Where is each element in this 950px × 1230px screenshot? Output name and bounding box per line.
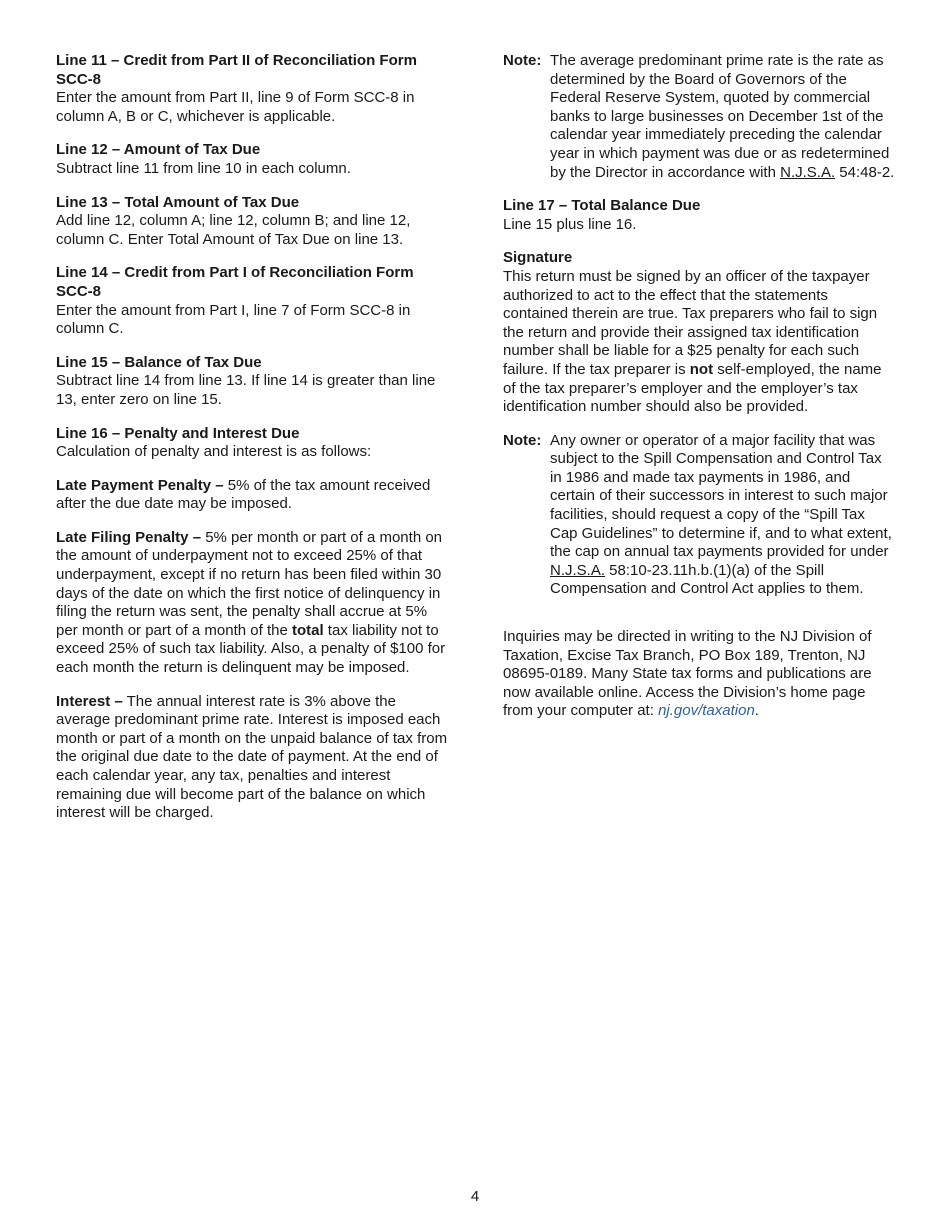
line-12-section	[56, 141, 448, 178]
signature-emphasis: not	[689, 360, 714, 378]
line-14-text: Enter the amount from Part I, line 7 of Form SCC-8 in column C.	[56, 301, 411, 338]
right-column	[503, 52, 895, 736]
late-payment-penalty-text: 5% of the tax amount received after the due date may be imposed.	[56, 476, 431, 513]
line-17-section	[503, 197, 895, 234]
line-17-heading: Line 17 – Total Balance Due	[503, 197, 701, 215]
interest-label: Interest –	[56, 692, 123, 710]
line-14-section	[56, 264, 448, 338]
signature-text: This return must be signed by an officer of the taxpayer authorized to act to the effect that the statements contained therein are true. Tax preparers who fail to sign the return and provide their assigned tax identification number shall be liable for a $25 penalty for each such failure. If the tax preparer is not self-employed, the name of the tax preparer’s employer and the employer’s tax identification number should also be provided.	[503, 267, 882, 416]
line-13-section	[56, 194, 448, 250]
left-column	[56, 52, 448, 838]
line-13-heading: Line 13 – Total Amount of Tax Due	[56, 193, 300, 211]
statute-reference: N.J.S.A.	[550, 561, 606, 579]
line-16-section	[56, 425, 448, 462]
late-filing-penalty-paragraph	[56, 529, 448, 678]
inquiries-section	[503, 628, 895, 721]
inquiries-text: Inquiries may be directed in writing to the NJ Division of Taxation, Excise Tax Branch, PO Box 189, Trenton, NJ 08695-0189. Many State tax forms and publications are now available online. Access the Division’s home page from your computer at: nj.gov/taxation.	[503, 628, 872, 720]
line-16-text: Calculation of penalty and interest is as follows:	[56, 443, 372, 461]
late-filing-penalty-emphasis: total	[291, 621, 324, 639]
late-payment-penalty-label: Late Payment Penalty –	[56, 476, 224, 494]
prime-rate-note	[503, 52, 895, 182]
line-17-text: Line 15 plus line 16.	[503, 215, 637, 233]
late-payment-penalty-paragraph	[56, 477, 448, 514]
note-label: Note:	[503, 52, 542, 69]
spill-tax-note-text: Any owner or operator of a major facility that was subject to the Spill Compensation and Control Tax in 1986 and made tax payments in 1986, and certain of their successors in interest to such major facilities, should request a copy of the “Spill Tax Cap Guidelines” to determine if, and to what extent, the cap on annual tax payments provided for under N.J.S.A. 58:10-23.11h.b.(1)(a) of the Spill Compensation and Control Act applies to them.	[550, 431, 892, 598]
line-13-text: Add line 12, column A; line 12, column B; and line 12, column C. Enter Total Amount of Tax Due on line 13.	[56, 212, 411, 248]
late-filing-penalty-text-cont: tax liability not to exceed 25% of such tax liability. Also, a penalty of $100 for each month the return is delinquent may be imposed.	[56, 621, 446, 677]
line-11-section	[56, 52, 448, 126]
late-filing-penalty-label: Late Filing Penalty –	[56, 528, 202, 546]
line-11-text: Enter the amount from Part II, line 9 of Form SCC-8 in column A, B or C, whichever is applicable.	[56, 89, 415, 125]
taxation-website-link[interactable]: nj.gov/taxation	[658, 702, 755, 720]
line-15-heading: Line 15 – Balance of Tax Due	[56, 353, 262, 371]
line-16-heading: Line 16 – Penalty and Interest Due	[56, 424, 300, 442]
line-11-heading: Line 11 – Credit from Part II of Reconciliation Form SCC-8	[56, 52, 417, 88]
line-15-section	[56, 354, 448, 410]
interest-paragraph	[56, 693, 448, 823]
line-14-heading: Line 14 – Credit from Part I of Reconciliation Form SCC-8	[56, 264, 414, 300]
signature-heading: Signature	[503, 249, 573, 267]
late-payment-penalty-section	[56, 477, 448, 514]
page-number: 4	[470, 1188, 480, 1205]
note-label: Note:	[503, 431, 542, 449]
line-15-text: Subtract line 14 from line 13. If line 14 is greater than line 13, enter zero on line 15.	[56, 372, 436, 408]
line-12-text: Subtract line 11 from line 10 in each column.	[56, 159, 351, 177]
spill-tax-note	[503, 432, 895, 599]
interest-section	[56, 693, 448, 823]
line-12-heading: Line 12 – Amount of Tax Due	[56, 141, 261, 159]
interest-text: The annual interest rate is 3% above the average predominant prime rate. Interest is imposed each month or part of a month on the unpaid balance of tax from the original due date to the date of payment. At the end of each calendar year, any tax, penalties and interest remaining due will become part of the balance on which interest will be charged.	[56, 692, 448, 822]
late-filing-penalty-section	[56, 529, 448, 678]
late-filing-penalty-text: 5% per month or part of a month on the amount of underpayment not to exceed 25% of that underpayment, except if no return has been filed within 30 days of the date on which the first notice of delinquency in filing the return was sent, the penalty shall accrue at 5% per month or part of a month of the	[56, 528, 443, 639]
prime-rate-note-text: The average predominant prime rate is the rate as determined by the Board of Governors of the Federal Reserve System, quoted by commercial banks to large businesses on December 1st of the calendar year immediately preceding the calendar year in which payment was due or as redetermined by the Director in accordance with N.J.S.A. 54:48-2.	[550, 52, 895, 181]
statute-reference: N.J.S.A.	[780, 163, 836, 181]
signature-section	[503, 249, 895, 416]
